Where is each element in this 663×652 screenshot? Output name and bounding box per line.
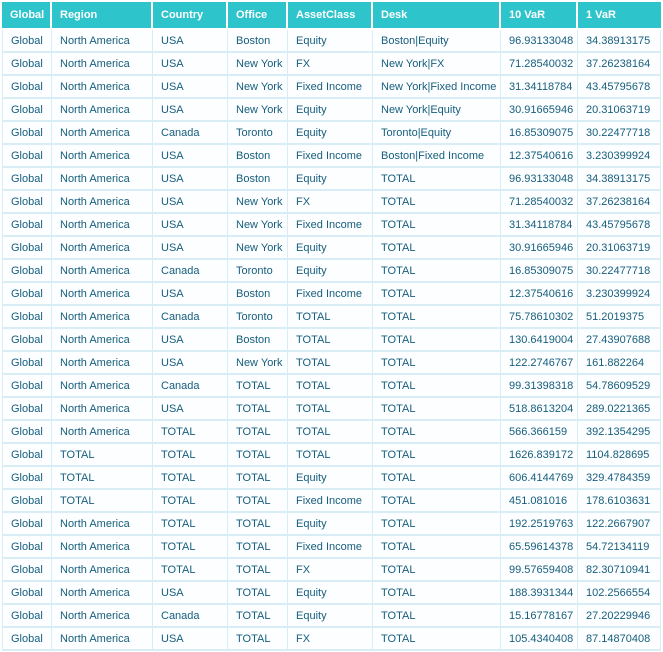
cell[interactable]: Toronto|Equity	[373, 122, 501, 145]
cell[interactable]: Global	[2, 444, 52, 467]
cell[interactable]: 27.20229946	[578, 605, 661, 628]
cell[interactable]: 178.6103631	[578, 490, 661, 513]
cell[interactable]: Fixed Income	[288, 76, 373, 99]
cell[interactable]: TOTAL	[373, 536, 501, 559]
cell[interactable]: TOTAL	[228, 467, 288, 490]
cell[interactable]: Toronto	[228, 260, 288, 283]
cell[interactable]: TOTAL	[228, 628, 288, 651]
cell[interactable]: TOTAL	[228, 375, 288, 398]
cell[interactable]: USA	[153, 237, 228, 260]
cell[interactable]: Global	[2, 605, 52, 628]
cell[interactable]: Boston	[228, 329, 288, 352]
cell[interactable]: TOTAL	[373, 306, 501, 329]
cell[interactable]: 31.34118784	[501, 214, 578, 237]
cell[interactable]: 37.26238164	[578, 191, 661, 214]
cell[interactable]: 16.85309075	[501, 122, 578, 145]
column-header-desk[interactable]: Desk	[373, 2, 501, 30]
cell[interactable]: Boston	[228, 145, 288, 168]
cell[interactable]: TOTAL	[373, 191, 501, 214]
cell[interactable]: Boston|Fixed Income	[373, 145, 501, 168]
table-row[interactable]	[2, 53, 661, 76]
cell[interactable]: North America	[52, 237, 153, 260]
cell[interactable]: 30.22477718	[578, 260, 661, 283]
cell[interactable]: 518.8613204	[501, 398, 578, 421]
cell[interactable]: Global	[2, 628, 52, 651]
cell[interactable]: North America	[52, 329, 153, 352]
cell[interactable]: TOTAL	[373, 352, 501, 375]
cell[interactable]: Global	[2, 237, 52, 260]
cell[interactable]: Boston	[228, 283, 288, 306]
cell[interactable]: 51.2019375	[578, 306, 661, 329]
cell[interactable]: New York	[228, 352, 288, 375]
table-row[interactable]	[2, 30, 661, 53]
table-row[interactable]	[2, 329, 661, 352]
cell[interactable]: North America	[52, 191, 153, 214]
cell[interactable]: USA	[153, 191, 228, 214]
cell[interactable]: Global	[2, 168, 52, 191]
cell[interactable]: TOTAL	[228, 536, 288, 559]
cell[interactable]: Equity	[288, 168, 373, 191]
cell[interactable]: TOTAL	[153, 421, 228, 444]
cell[interactable]: 16.85309075	[501, 260, 578, 283]
cell[interactable]: TOTAL	[52, 467, 153, 490]
cell[interactable]: Global	[2, 76, 52, 99]
cell[interactable]: TOTAL	[373, 605, 501, 628]
cell[interactable]: North America	[52, 30, 153, 53]
cell[interactable]: Canada	[153, 375, 228, 398]
cell[interactable]: 20.31063719	[578, 99, 661, 122]
table-row[interactable]	[2, 398, 661, 421]
cell[interactable]: 96.93133048	[501, 168, 578, 191]
cell[interactable]: 329.4784359	[578, 467, 661, 490]
cell[interactable]: 82.30710941	[578, 559, 661, 582]
cell[interactable]: Equity	[288, 237, 373, 260]
cell[interactable]: North America	[52, 536, 153, 559]
cell[interactable]: TOTAL	[153, 490, 228, 513]
cell[interactable]: Global	[2, 467, 52, 490]
cell[interactable]: 30.91665946	[501, 99, 578, 122]
cell[interactable]: Fixed Income	[288, 490, 373, 513]
table-row[interactable]	[2, 283, 661, 306]
cell[interactable]: Global	[2, 99, 52, 122]
cell[interactable]: TOTAL	[373, 628, 501, 651]
cell[interactable]: North America	[52, 260, 153, 283]
cell[interactable]: Global	[2, 375, 52, 398]
cell[interactable]: Equity	[288, 582, 373, 605]
cell[interactable]: Global	[2, 191, 52, 214]
cell[interactable]: Equity	[288, 30, 373, 53]
cell[interactable]: USA	[153, 283, 228, 306]
cell[interactable]: 606.4144769	[501, 467, 578, 490]
cell[interactable]: 31.34118784	[501, 76, 578, 99]
table-row[interactable]	[2, 421, 661, 444]
cell[interactable]: Global	[2, 398, 52, 421]
cell[interactable]: Global	[2, 145, 52, 168]
cell[interactable]: 71.28540032	[501, 191, 578, 214]
cell[interactable]: Global	[2, 490, 52, 513]
cell[interactable]: North America	[52, 375, 153, 398]
table-row[interactable]	[2, 559, 661, 582]
cell[interactable]: 3.230399924	[578, 283, 661, 306]
cell[interactable]: North America	[52, 559, 153, 582]
table-row[interactable]	[2, 99, 661, 122]
cell[interactable]: 1104.828695	[578, 444, 661, 467]
table-row[interactable]	[2, 352, 661, 375]
cell[interactable]: TOTAL	[153, 559, 228, 582]
cell[interactable]: 75.78610302	[501, 306, 578, 329]
cell[interactable]: TOTAL	[373, 513, 501, 536]
cell[interactable]: North America	[52, 605, 153, 628]
cell[interactable]: TOTAL	[373, 214, 501, 237]
cell[interactable]: FX	[288, 191, 373, 214]
cell[interactable]: TOTAL	[373, 260, 501, 283]
table-row[interactable]	[2, 536, 661, 559]
cell[interactable]: TOTAL	[373, 168, 501, 191]
cell[interactable]: 43.45795678	[578, 76, 661, 99]
table-row[interactable]	[2, 444, 661, 467]
cell[interactable]: North America	[52, 122, 153, 145]
cell[interactable]: 20.31063719	[578, 237, 661, 260]
cell[interactable]: USA	[153, 214, 228, 237]
cell[interactable]: Global	[2, 329, 52, 352]
table-row[interactable]	[2, 76, 661, 99]
column-header-assetclass[interactable]: AssetClass	[288, 2, 373, 30]
cell[interactable]: TOTAL	[373, 283, 501, 306]
cell[interactable]: Global	[2, 306, 52, 329]
cell[interactable]: Global	[2, 30, 52, 53]
cell[interactable]: USA	[153, 30, 228, 53]
table-row[interactable]	[2, 306, 661, 329]
cell[interactable]: North America	[52, 76, 153, 99]
cell[interactable]: TOTAL	[288, 398, 373, 421]
cell[interactable]: Boston	[228, 30, 288, 53]
cell[interactable]: North America	[52, 582, 153, 605]
cell[interactable]: Fixed Income	[288, 145, 373, 168]
cell[interactable]: North America	[52, 145, 153, 168]
cell[interactable]: TOTAL	[373, 329, 501, 352]
cell[interactable]: New York	[228, 99, 288, 122]
cell[interactable]: North America	[52, 214, 153, 237]
cell[interactable]: Equity	[288, 99, 373, 122]
cell[interactable]: New York|Fixed Income	[373, 76, 501, 99]
column-header-1-var[interactable]: 1 VaR	[578, 2, 661, 30]
cell[interactable]: Equity	[288, 513, 373, 536]
cell[interactable]: Fixed Income	[288, 214, 373, 237]
cell[interactable]: Equity	[288, 467, 373, 490]
cell[interactable]: 122.2667907	[578, 513, 661, 536]
cell[interactable]: 15.16778167	[501, 605, 578, 628]
cell[interactable]: North America	[52, 421, 153, 444]
cell[interactable]: New York|Equity	[373, 99, 501, 122]
cell[interactable]: Equity	[288, 260, 373, 283]
cell[interactable]: North America	[52, 398, 153, 421]
cell[interactable]: USA	[153, 398, 228, 421]
cell[interactable]: North America	[52, 283, 153, 306]
cell[interactable]: Boston|Equity	[373, 30, 501, 53]
cell[interactable]: TOTAL	[153, 444, 228, 467]
cell[interactable]: 130.6419004	[501, 329, 578, 352]
cell[interactable]: Equity	[288, 122, 373, 145]
cell[interactable]: TOTAL	[288, 375, 373, 398]
cell[interactable]: Global	[2, 421, 52, 444]
table-row[interactable]	[2, 605, 661, 628]
cell[interactable]: TOTAL	[228, 490, 288, 513]
table-row[interactable]	[2, 260, 661, 283]
cell[interactable]: Global	[2, 53, 52, 76]
cell[interactable]: FX	[288, 628, 373, 651]
cell[interactable]: TOTAL	[373, 559, 501, 582]
cell[interactable]: Canada	[153, 306, 228, 329]
cell[interactable]: TOTAL	[153, 467, 228, 490]
cell[interactable]: Canada	[153, 260, 228, 283]
cell[interactable]: 99.57659408	[501, 559, 578, 582]
table-body	[2, 30, 661, 651]
table-row[interactable]	[2, 168, 661, 191]
cell[interactable]: Global	[2, 283, 52, 306]
cell[interactable]: 43.45795678	[578, 214, 661, 237]
cell[interactable]: TOTAL	[288, 444, 373, 467]
column-header-global[interactable]: Global	[2, 2, 52, 30]
cell[interactable]: TOTAL	[373, 398, 501, 421]
cell[interactable]: USA	[153, 76, 228, 99]
cell[interactable]: TOTAL	[288, 352, 373, 375]
cell[interactable]: USA	[153, 99, 228, 122]
cell[interactable]: 30.22477718	[578, 122, 661, 145]
cell[interactable]: USA	[153, 352, 228, 375]
cell[interactable]: Canada	[153, 605, 228, 628]
cell[interactable]: TOTAL	[153, 536, 228, 559]
cell[interactable]: USA	[153, 329, 228, 352]
cell[interactable]: Fixed Income	[288, 283, 373, 306]
cell[interactable]: 34.38913175	[578, 168, 661, 191]
cell[interactable]: 12.37540616	[501, 145, 578, 168]
cell[interactable]: 54.72134119	[578, 536, 661, 559]
cell[interactable]: 30.91665946	[501, 237, 578, 260]
cell[interactable]: USA	[153, 168, 228, 191]
cell[interactable]: TOTAL	[373, 582, 501, 605]
table-row[interactable]	[2, 191, 661, 214]
cell[interactable]: 71.28540032	[501, 53, 578, 76]
cell[interactable]: TOTAL	[373, 237, 501, 260]
cell[interactable]: TOTAL	[228, 444, 288, 467]
cell[interactable]: 192.2519763	[501, 513, 578, 536]
table-row[interactable]	[2, 145, 661, 168]
cell[interactable]: 566.366159	[501, 421, 578, 444]
cell[interactable]: 37.26238164	[578, 53, 661, 76]
column-header-country[interactable]: Country	[153, 2, 228, 30]
cell[interactable]: Global	[2, 559, 52, 582]
cell[interactable]: 161.882264	[578, 352, 661, 375]
cell[interactable]: USA	[153, 53, 228, 76]
cell[interactable]: 87.14870408	[578, 628, 661, 651]
cell[interactable]: New York	[228, 214, 288, 237]
cell[interactable]: Boston	[228, 168, 288, 191]
cell[interactable]: 96.93133048	[501, 30, 578, 53]
table-row[interactable]	[2, 490, 661, 513]
cell[interactable]: TOTAL	[228, 582, 288, 605]
column-header-10-var[interactable]: 10 VaR	[501, 2, 578, 30]
cell[interactable]: Canada	[153, 122, 228, 145]
cell[interactable]: New York	[228, 237, 288, 260]
table-row[interactable]	[2, 237, 661, 260]
cell[interactable]: 289.0221365	[578, 398, 661, 421]
cell[interactable]: 122.2746767	[501, 352, 578, 375]
cell[interactable]: North America	[52, 513, 153, 536]
table-row[interactable]	[2, 467, 661, 490]
cell[interactable]: North America	[52, 306, 153, 329]
table-row[interactable]	[2, 513, 661, 536]
cell[interactable]: Global	[2, 122, 52, 145]
cell[interactable]: TOTAL	[373, 421, 501, 444]
column-header-office[interactable]: Office	[228, 2, 288, 30]
cell[interactable]: New York	[228, 76, 288, 99]
cell[interactable]: FX	[288, 53, 373, 76]
cell[interactable]: Equity	[288, 605, 373, 628]
cell[interactable]: North America	[52, 628, 153, 651]
cell[interactable]: TOTAL	[288, 329, 373, 352]
cell[interactable]: North America	[52, 99, 153, 122]
cell[interactable]: Global	[2, 260, 52, 283]
cell[interactable]: Toronto	[228, 122, 288, 145]
table-row[interactable]	[2, 214, 661, 237]
cell[interactable]: TOTAL	[228, 421, 288, 444]
cell[interactable]: Global	[2, 582, 52, 605]
cell[interactable]: Fixed Income	[288, 536, 373, 559]
cell[interactable]: New York	[228, 53, 288, 76]
cell[interactable]: USA	[153, 582, 228, 605]
cell[interactable]: TOTAL	[288, 306, 373, 329]
cell[interactable]: North America	[52, 352, 153, 375]
cell[interactable]: TOTAL	[228, 559, 288, 582]
cell[interactable]: TOTAL	[373, 467, 501, 490]
cell[interactable]: USA	[153, 628, 228, 651]
cell[interactable]: 54.78609529	[578, 375, 661, 398]
cell[interactable]: USA	[153, 145, 228, 168]
cell[interactable]: TOTAL	[228, 398, 288, 421]
cell[interactable]: Global	[2, 214, 52, 237]
cell[interactable]: 451.081016	[501, 490, 578, 513]
cell[interactable]: Global	[2, 352, 52, 375]
cell[interactable]: Global	[2, 536, 52, 559]
cell[interactable]: Global	[2, 513, 52, 536]
cell[interactable]: 65.59614378	[501, 536, 578, 559]
cell[interactable]: TOTAL	[52, 444, 153, 467]
cell[interactable]: 99.31398318	[501, 375, 578, 398]
cell[interactable]: TOTAL	[373, 490, 501, 513]
cell[interactable]: 392.1354295	[578, 421, 661, 444]
header-row	[2, 2, 661, 30]
cell[interactable]: 105.4340408	[501, 628, 578, 651]
cell[interactable]: 34.38913175	[578, 30, 661, 53]
table-row[interactable]	[2, 375, 661, 398]
cell[interactable]: 3.230399924	[578, 145, 661, 168]
cell[interactable]: New York	[228, 191, 288, 214]
var-data-grid	[2, 2, 661, 651]
cell[interactable]: 27.43907688	[578, 329, 661, 352]
cell[interactable]: TOTAL	[228, 605, 288, 628]
cell[interactable]: Toronto	[228, 306, 288, 329]
table-row[interactable]	[2, 582, 661, 605]
cell[interactable]: FX	[288, 559, 373, 582]
cell[interactable]: New York|FX	[373, 53, 501, 76]
cell[interactable]: 1626.839172	[501, 444, 578, 467]
cell[interactable]: 188.3931344	[501, 582, 578, 605]
cell[interactable]: TOTAL	[52, 490, 153, 513]
cell[interactable]: 12.37540616	[501, 283, 578, 306]
cell[interactable]: TOTAL	[228, 513, 288, 536]
cell[interactable]: 102.2566554	[578, 582, 661, 605]
cell[interactable]: TOTAL	[288, 421, 373, 444]
table-row[interactable]	[2, 122, 661, 145]
cell[interactable]: TOTAL	[373, 375, 501, 398]
cell[interactable]: North America	[52, 168, 153, 191]
cell[interactable]: TOTAL	[153, 513, 228, 536]
cell[interactable]: North America	[52, 53, 153, 76]
table-row[interactable]	[2, 628, 661, 651]
cell[interactable]: TOTAL	[373, 444, 501, 467]
var-pivot-table	[2, 2, 661, 651]
column-header-region[interactable]: Region	[52, 2, 153, 30]
